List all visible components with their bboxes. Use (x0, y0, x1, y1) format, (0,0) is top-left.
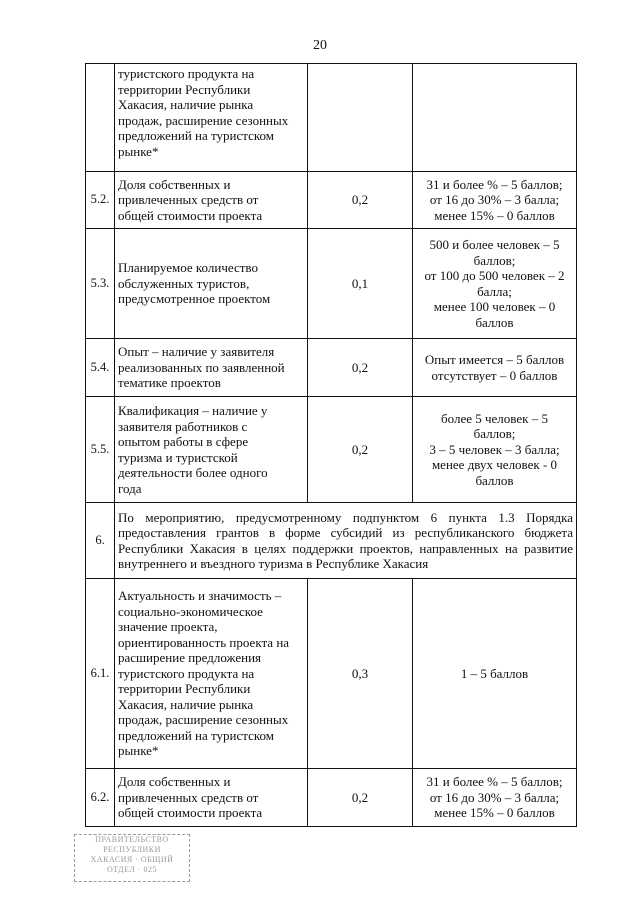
row-number: 5.3. (86, 229, 115, 339)
row-number (86, 64, 115, 172)
criterion-description-line: территории Республики (118, 681, 251, 697)
criteria-table (85, 63, 577, 827)
stamp (74, 834, 190, 882)
criterion-description-line: туристского продукта на (118, 665, 255, 681)
criterion-score-line: 31 и более % – 5 баллов; (426, 176, 563, 192)
criterion-description (115, 339, 308, 397)
criterion-score-line: менее 100 человек – 0 (433, 299, 556, 314)
criterion-score (413, 339, 577, 397)
criterion-description-line: Актуальность и значимость – (118, 588, 282, 604)
criterion-description-line: Хакасия, наличие рынка (118, 696, 254, 712)
criterion-score (413, 229, 577, 339)
criterion-score-line: менее двух человек - 0 (431, 457, 558, 473)
criterion-description-line: Опыт – наличие у заявителя (118, 344, 275, 360)
criterion-score-line: менее 15% – 0 баллов (434, 805, 555, 821)
criterion-description (115, 397, 308, 503)
criterion-score-line: 31 и более % – 5 баллов; (426, 774, 563, 790)
criterion-description (115, 229, 308, 339)
criterion-score (413, 769, 577, 827)
row-number: 5.2. (86, 172, 115, 229)
criterion-weight: 0,2 (308, 769, 413, 827)
criterion-score-line: 3 – 5 человек – 3 балла; (429, 441, 560, 457)
criterion-score-line: 500 и более человек – 5 (429, 237, 560, 252)
criterion-weight: 0,2 (308, 172, 413, 229)
criterion-score-line: 1 – 5 баллов (460, 665, 529, 681)
criterion-description-line: Квалификация – наличие у (118, 403, 268, 418)
criterion-score (413, 64, 577, 172)
criterion-description-line: рынке* (118, 743, 159, 759)
criterion-score-line: от 16 до 30% – 3 балла; (429, 192, 560, 208)
criterion-description-line: туризма и туристской (118, 449, 238, 465)
criterion-weight: 0,3 (308, 579, 413, 769)
criterion-description-line: ориентированность проекта на (118, 634, 290, 650)
row-number: 6.2. (86, 769, 115, 827)
criterion-score-line: от 16 до 30% – 3 балла; (429, 789, 560, 805)
criterion-description-line: значение проекта, (118, 619, 218, 635)
criterion-description-line: тематике проектов (118, 375, 221, 391)
table-row (86, 579, 577, 769)
criterion-weight: 0,2 (308, 397, 413, 503)
criterion-description-line: предложений на туристском (118, 727, 274, 743)
criterion-score-line: отсутствует – 0 баллов (431, 367, 558, 383)
criterion-description-line: деятельности более одного (118, 465, 268, 480)
criterion-description-line: расширение предложения (118, 650, 262, 666)
table-row (86, 397, 577, 503)
criterion-description (115, 579, 308, 769)
criterion-score-line: Опыт имеется – 5 баллов (424, 352, 565, 367)
section-title: По мероприятию, предусмотренному подпунктом 6 пункта 1.3 Порядка предоставления грантов в форме субсидий из республиканского бюджета Республики Хакасия в целях поддержки проектов, направленных на развитие внутреннего и въездного туризма в Республике Хакасия (115, 503, 577, 579)
criterion-description-line: территории Республики (118, 81, 251, 97)
criterion-score (413, 397, 577, 503)
criterion-description-line: Хакасия, наличие рынка (118, 97, 254, 112)
criterion-score-line: более 5 человек – 5 (441, 410, 548, 426)
criterion-weight: 0,2 (308, 339, 413, 397)
row-number: 5.5. (86, 397, 115, 503)
criterion-score-line: балла; (477, 283, 512, 299)
criterion-description-line: общей стоимости проекта (118, 805, 263, 821)
table-row (86, 769, 577, 827)
criterion-description-line: Доля собственных и (118, 774, 231, 790)
criterion-description-line: обслуженных туристов, (118, 275, 250, 291)
table-row (86, 172, 577, 229)
criterion-description-line: рынке* (118, 143, 159, 159)
section-number: 6. (86, 503, 115, 579)
criterion-weight (308, 64, 413, 172)
table-row (86, 229, 577, 339)
table-row (86, 64, 577, 172)
criterion-score-line: менее 15% – 0 баллов (434, 207, 555, 223)
criterion-description (115, 769, 308, 827)
criterion-description (115, 64, 308, 172)
criterion-weight: 0,1 (308, 229, 413, 339)
criterion-score-line: от 100 до 500 человек – 2 (424, 268, 565, 283)
criterion-description-line: опытом работы в сфере (118, 434, 249, 449)
criterion-description-line: заявителя работников с (118, 418, 248, 434)
stamp-line: ОТДЕЛ · 025 (107, 865, 157, 874)
criterion-score-line: баллов (475, 314, 514, 330)
criterion-description-line: продаж, расширение сезонных (118, 112, 289, 128)
criterion-description-line: предусмотренное проектом (118, 291, 271, 307)
criterion-description-line: предложений на туристском (118, 128, 274, 143)
criterion-description-line: социально-экономическое (118, 603, 263, 619)
row-number: 6.1. (86, 579, 115, 769)
criterion-score-line: баллов; (473, 426, 516, 442)
criterion-description-line: Доля собственных и (118, 176, 231, 192)
row-number: 5.4. (86, 339, 115, 397)
criterion-description-line: Планируемое количество (118, 260, 258, 276)
criterion-description (115, 172, 308, 229)
criterion-description-line: реализованных по заявленной (118, 359, 285, 375)
section-row (86, 503, 577, 579)
criterion-score-line: баллов (475, 472, 514, 488)
criterion-description-line: продаж, расширение сезонных (118, 712, 289, 728)
criterion-score (413, 172, 577, 229)
criterion-description-line: привлеченных средств от (118, 789, 259, 805)
criterion-description-line: туристского продукта на (118, 66, 255, 81)
criterion-description-line: привлеченных средств от (118, 192, 259, 208)
page-number: 20 (313, 38, 327, 53)
stamp-line: ХАКАСИЯ · ОБЩИЙ (90, 855, 174, 864)
stamp-line: ПРАВИТЕЛЬСТВО РЕСПУБЛИКИ (95, 835, 169, 854)
criterion-description-line: года (118, 480, 142, 496)
criterion-score (413, 579, 577, 769)
table-row (86, 339, 577, 397)
criterion-score-line: баллов; (473, 252, 516, 268)
criterion-description-line: общей стоимости проекта (118, 207, 263, 223)
